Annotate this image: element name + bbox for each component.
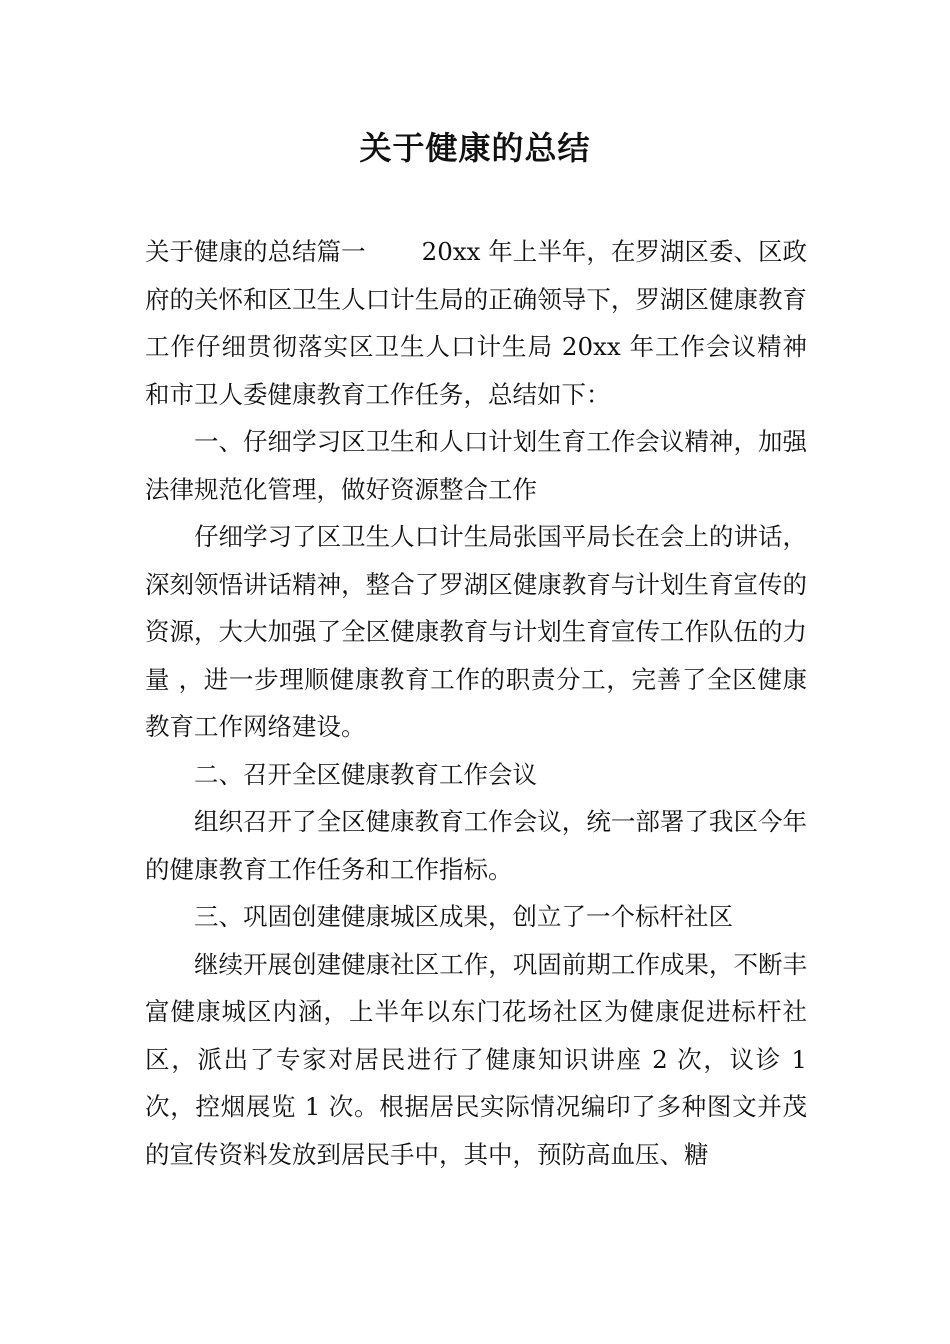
section-paragraph-1: 仔细学习了区卫生人口计生局张国平局长在会上的讲话，深刻领悟讲话精神，整合了罗湖区健康教育与计划生育宣传的资源，大大加强了全区健康教育与计划生育宣传工作队伍的力量 ，进一步理顺健康教育工作的职责分工，完善了全区健康教育工作网络建设。 <box>145 522 807 741</box>
document-title: 关于健康的总结 <box>359 129 591 167</box>
section-heading-1: 一、仔细学习区卫生和人口计划生育工作会议精神，加强法律规范化管理，做好资源整合工作 <box>145 427 807 504</box>
section-heading-3: 三、巩固创建健康城区成果，创立了一个标杆社区 <box>194 902 733 931</box>
section-paragraph-3: 继续开展创建健康社区工作，巩固前期工作成果，不断丰富健康城区内涵，上半年以东门花场社区为健康促进标杆社区，派出了专家对居民进行了健康知识讲座 2 次，议诊 1 次，控烟展览 1 次。根据居民实际情况编印了多种图文并茂的宣传资料发放到居民手中，其中，预防高血压、糖 <box>145 949 807 1169</box>
intro-paragraph <box>145 228 807 418</box>
document-body <box>145 228 807 1178</box>
section-paragraph-2: 组织召开了全区健康教育工作会议，统一部署了我区今年的健康教育工作任务和工作指标。 <box>145 807 807 884</box>
intro-label: 关于健康的总结篇一 <box>145 237 366 266</box>
intro-text: 20xx 年上半年，在罗湖区委、区政府的关怀和区卫生人口计生局的正确领导下，罗湖区健康教育工作仔细贯彻落实区卫生人口计生局 20xx 年工作会议精神和市卫人委健康教育工作任务，总结如下： <box>145 237 807 409</box>
section-heading-2: 二、召开全区健康教育工作会议 <box>194 759 537 789</box>
